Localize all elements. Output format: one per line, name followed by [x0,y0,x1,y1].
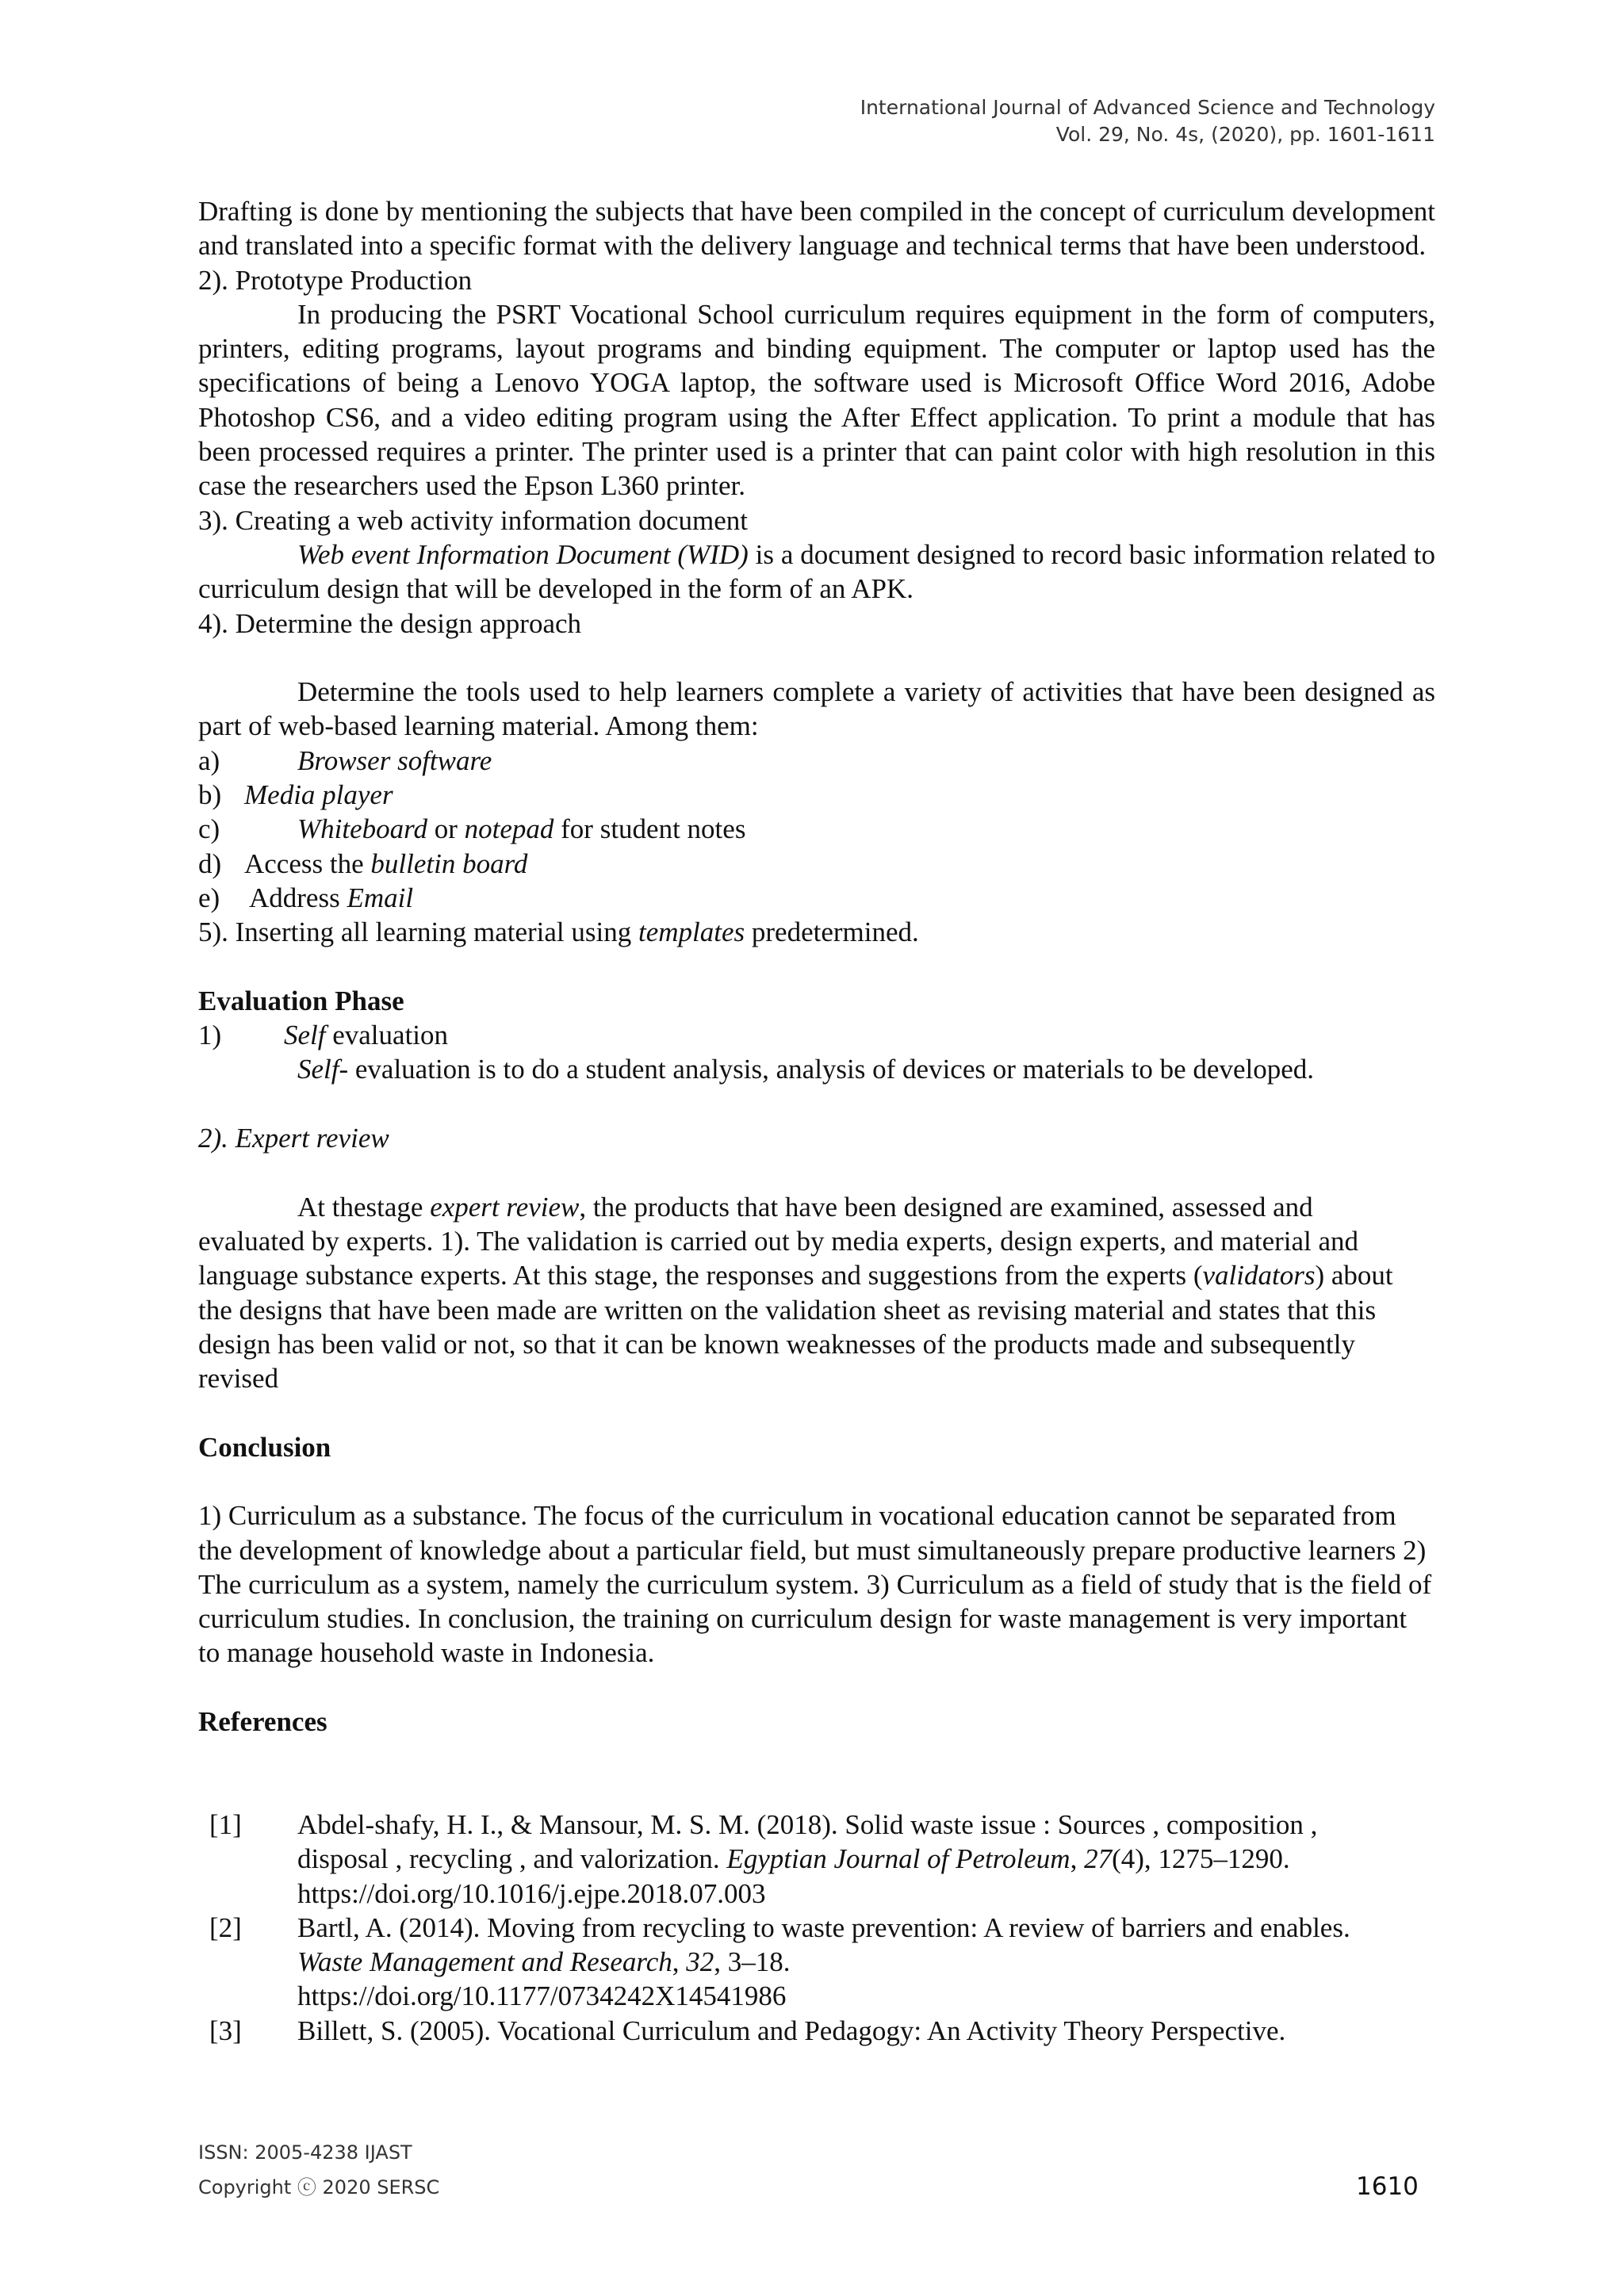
reference-item: [1] Abdel-shafy, H. I., & Mansour, M. S. M. (2018). Solid waste issue : Sources , composition , disposal , recycling , and valorization. Egyptian Journal of Petroleum, 27(4), 1275–1290. https://doi.org/10.1016/j.ejpe.2018.07.003 [209,1808,1318,1909]
approach-paragraph: Determine the tools used to help learners complete a variety of activities that have been designed as part of web-based learning material. Among them: [198,676,1435,742]
inserting-line: 5). Inserting all learning material using templates predetermined. [198,916,919,948]
section-heading-references: References [198,1706,327,1738]
journal-volume: Vol. 29, No. 4s, (2020), pp. 1601-1611 [1055,123,1435,146]
list-item: e) Address Email [198,882,414,913]
prototype-heading: 2). Prototype Production [198,264,473,296]
page-body [198,194,1435,2048]
reference-doi: https://doi.org/10.1016/j.ejpe.2018.07.003 [297,1877,766,1909]
self-evaluation-text: Self- evaluation is to do a student analysis, analysis of devices or materials to be developed. [297,1054,1315,1085]
expert-review-heading: 2). Expert review [198,1123,389,1154]
reference-item: [2] Bartl, A. (2014). Moving from recycling to waste prevention: A review of barriers and enables. Waste Management and Research, 32, 3–18. https://doi.org/10.1177/0734242X14541986 [209,1911,1350,2012]
running-header [860,94,1435,148]
approach-heading: 4). Determine the design approach [198,607,582,639]
wid-heading: 3). Creating a web activity information document [198,504,748,536]
list-item: c) Whiteboard or notepad for student notes [198,813,746,845]
conclusion-paragraph: 1) Curriculum as a substance. The focus of the curriculum in vocational education cannot be separated from the development of knowledge about a particular field, but must simultaneously prepare productive learners 2) The curriculum as a system, namely the curriculum system. 3) Curriculum as a field of study that is the field of curriculum studies. In conclusion, the training on curriculum design for waste management is very important to manage household waste in Indonesia. [198,1500,1432,1669]
reference-item: [3] Billett, S. (2005). Vocational Curriculum and Pedagogy: An Activity Theory Perspective. [209,2015,1286,2046]
expert-review-paragraph: At thestage expert review, the products that have been designed are examined, assessed and evaluated by experts. 1). The validation is carried out by media experts, design experts, and material and language substance experts. At this stage, the responses and suggestions from the experts (validators) about the designs that have been made are written on the validation sheet as revising material and states that this design has been valid or not, so that it can be known weaknesses of the products made and subsequently revised [198,1191,1393,1395]
list-item: b) Media player [198,779,393,811]
prototype-paragraph: In producing the PSRT Vocational School curriculum requires equipment in the form of computers, printers, editing programs, layout programs and binding equipment. The computer or laptop used has the specifications of being a Lenovo YOGA laptop, the software used is Microsoft Office Word 2016, Adobe Photoshop CS6, and a video editing program using the After Effect application. To print a module that has been processed requires a printer. The printer used is a printer that can paint color with high resolution in this case the researchers used the Epson L360 printer. [198,298,1435,502]
journal-name: International Journal of Advanced Science and Technology [860,96,1435,119]
section-heading-conclusion: Conclusion [198,1431,331,1463]
reference-doi: https://doi.org/10.1177/0734242X14541986 [297,1980,787,2012]
list-item: d) Access the bulletin board [198,848,528,879]
wid-term: Web event Information Document (WID) [297,538,749,570]
copyright: Copyright ⓒ 2020 SERSC [198,2176,440,2198]
self-evaluation-heading: 1) Self evaluation [198,1020,449,1051]
issn: ISSN: 2005-4238 IJAST [198,2141,412,2164]
page-footer [198,2135,439,2205]
section-heading-evaluation: Evaluation Phase [198,985,404,1016]
drafting-paragraph: Drafting is done by mentioning the subjects that have been compiled in the concept of curriculum development and translated into a specific format with the delivery language and technical terms that have been understood. [198,196,1435,262]
list-item: a) Browser software [198,744,492,776]
page-number: 1610 [1356,2172,1419,2201]
wid-paragraph: Web event Information Document (WID) is a document designed to record basic information related to curriculum design that will be developed in the form of an APK. [198,538,1435,605]
